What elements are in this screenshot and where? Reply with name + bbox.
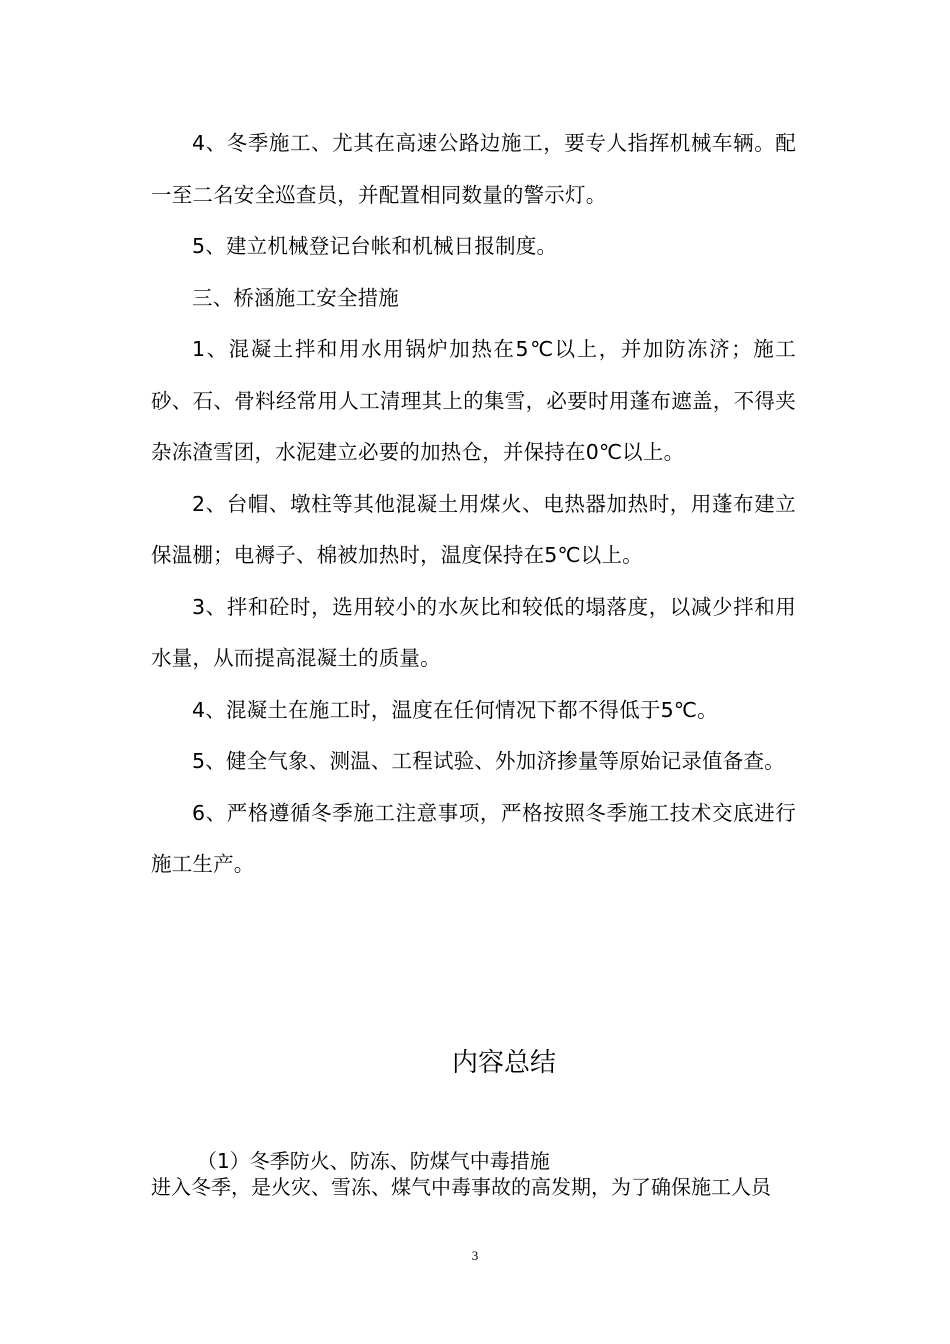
paragraph-mixing-water: 1、混凝土拌和用水用锅炉加热在5℃以上，并加防冻济；施工砂、石、骨料经常用人工清理其上的集雪，必要时用蓬布遮盖，不得夹杂冻渣雪团，水泥建立必要的加热仓，并保持在0℃以上。 (151, 337, 796, 464)
paragraph-machine-traffic: 4、冬季施工、尤其在高速公路边施工，要专人指挥机械车辆。配一至二名安全巡查员，并配置相同数量的警示灯。 (151, 131, 796, 207)
paragraph-machine-register: 5、建立机械登记台帐和机械日报制度。 (192, 234, 558, 258)
summary-title: 内容总结 (451, 1048, 556, 1078)
paragraph-records: 5、健全气象、测温、工程试验、外加济掺量等原始记录值备查。 (192, 749, 785, 773)
section-heading-bridge-safety: 三、桥涵施工安全措施 (192, 285, 399, 310)
paragraph-mix-ratio: 3、拌和砼时，选用较小的水灰比和较低的塌落度，以减少拌和用水量，从而提高混凝土的质量。 (151, 594, 796, 670)
paragraph-follow-guidelines: 6、严格遵循冬季施工注意事项，严格按照冬季施工技术交底进行施工生产。 (151, 800, 796, 876)
page-number: 3 (471, 1248, 479, 1263)
paragraph-pier-heating: 2、台帽、墩柱等其他混凝土用煤火、电热器加热时，用蓬布建立保温棚；电褥子、棉被加热时，温度保持在5℃以上。 (151, 491, 796, 567)
paragraph-min-temperature: 4、混凝土在施工时，温度在任何情况下都不得低于5℃。 (192, 697, 718, 722)
summary-block (151, 1148, 801, 1200)
summary-heading: （1）冬季防火、防冻、防煤气中毒措施 (197, 1149, 550, 1173)
summary-first-line: 进入冬季，是火灾、雪冻、煤气中毒事故的高发期，为了确保施工人员 (151, 1175, 771, 1199)
body-text (151, 118, 796, 891)
